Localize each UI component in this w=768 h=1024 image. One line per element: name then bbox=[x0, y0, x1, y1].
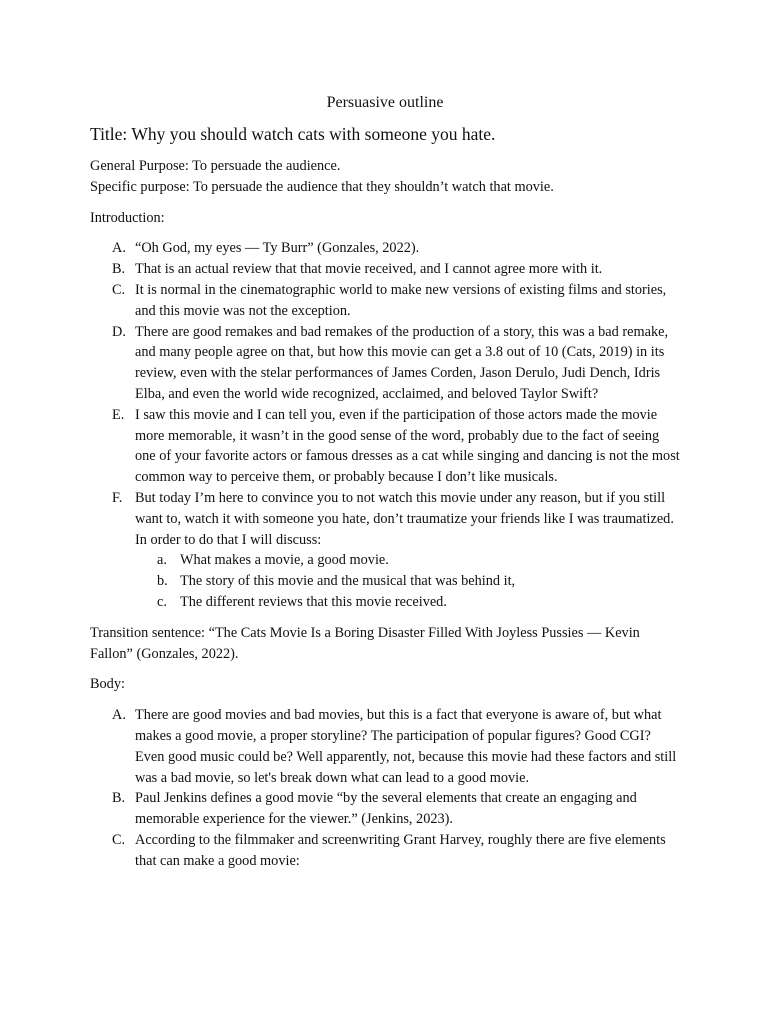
list-item-text: I saw this movie and I can tell you, even if the participation of those actors made the movie more memorable, it wasn’t in the good sense of the word, probably due to the fact of seeing one of your favorite actors or famous dresses as a cat while singing and dancing is not the most common way to perceive them, or probably because I don’t like musicals. bbox=[135, 406, 680, 486]
body-heading: Body: bbox=[90, 676, 125, 693]
list-marker: C. bbox=[112, 281, 126, 298]
list-item bbox=[90, 830, 680, 872]
list-item-text: According to the filmmaker and screenwriting Grant Harvey, roughly there are five elements that can make a good movie: bbox=[135, 831, 666, 869]
list-item-text: That is an actual review that that movie received, and I cannot agree more with it. bbox=[135, 261, 603, 278]
list-item-text: It is normal in the cinematographic world to make new versions of existing films and stories, and this movie was not the exception. bbox=[135, 281, 667, 319]
list-item bbox=[90, 705, 680, 788]
general-purpose: General Purpose: To persuade the audience. bbox=[90, 158, 341, 174]
sublist-item-text: The story of this movie and the musical that was behind it, bbox=[180, 573, 516, 590]
sublist-item bbox=[135, 571, 680, 592]
list-item bbox=[90, 238, 680, 259]
sublist-item bbox=[135, 592, 680, 613]
list-item bbox=[90, 280, 680, 322]
introduction-heading: Introduction: bbox=[90, 209, 165, 226]
sublist-item-text: What makes a movie, a good movie. bbox=[180, 552, 389, 569]
list-marker: F. bbox=[112, 489, 123, 506]
sublist-marker: c. bbox=[157, 593, 167, 610]
body-list bbox=[90, 705, 680, 871]
list-item-text: “Oh God, my eyes — Ty Burr” (Gonzales, 2022). bbox=[135, 240, 420, 257]
list-item bbox=[90, 322, 680, 405]
list-marker: B. bbox=[112, 790, 126, 807]
document-page bbox=[90, 92, 680, 882]
specific-purpose: Specific purpose: To persuade the audience that they shouldn’t watch that movie. bbox=[90, 178, 554, 195]
list-item bbox=[90, 788, 680, 830]
list-item-text: There are good remakes and bad remakes of the production of a story, this was a bad remake, and many people agree on that, but how this movie can get a 3.8 out of 10 (Cats, 2019) in its review, even with the stelar performances of James Corden, Jason Derulo, Judi Dench, Idris Elba, and even the world wide recognized, acclaimed, and beloved Taylor Swift? bbox=[135, 323, 669, 402]
list-item-text: But today I’m here to convince you to not watch this movie under any reason, but if you still want to, watch it with someone you hate, don’t traumatize your friends like I was traumatized. In order to do that I will discuss: bbox=[135, 489, 674, 548]
list-marker: A. bbox=[112, 240, 126, 257]
list-item-text: There are good movies and bad movies, but this is a fact that everyone is aware of, but what makes a good movie, a proper storyline? The participation of popular figures? Good CGI? Even good music could be? Well apparently, not, because this movie had these factors and still was a bad movie, so let's break down what can lead to a good movie. bbox=[135, 707, 677, 786]
list-item bbox=[90, 259, 680, 280]
list-marker: E. bbox=[112, 406, 125, 423]
transition-sentence: Transition sentence: “The Cats Movie Is a Boring Disaster Filled With Joyless Pussies — Kevin Fallon” (Gonzales, 2022). bbox=[90, 624, 640, 662]
list-item bbox=[90, 405, 680, 488]
sublist-marker: a. bbox=[157, 552, 167, 569]
list-item bbox=[90, 488, 680, 613]
purpose-block bbox=[90, 156, 680, 198]
list-marker: C. bbox=[112, 831, 126, 848]
sublist-item-text: The different reviews that this movie received. bbox=[180, 593, 447, 610]
list-marker: B. bbox=[112, 261, 126, 278]
list-item-text: Paul Jenkins defines a good movie “by the several elements that create an engaging and memorable experience for the viewer.” (Jenkins, 2023). bbox=[135, 790, 637, 828]
list-marker: D. bbox=[112, 323, 126, 340]
speech-title: Title: Why you should watch cats with someone you hate. bbox=[90, 124, 496, 144]
list-marker: A. bbox=[112, 707, 126, 724]
sublist-marker: b. bbox=[157, 573, 168, 590]
introduction-sublist bbox=[135, 550, 680, 612]
introduction-list bbox=[90, 238, 680, 612]
document-title: Persuasive outline bbox=[326, 94, 444, 111]
sublist-item bbox=[135, 550, 680, 571]
